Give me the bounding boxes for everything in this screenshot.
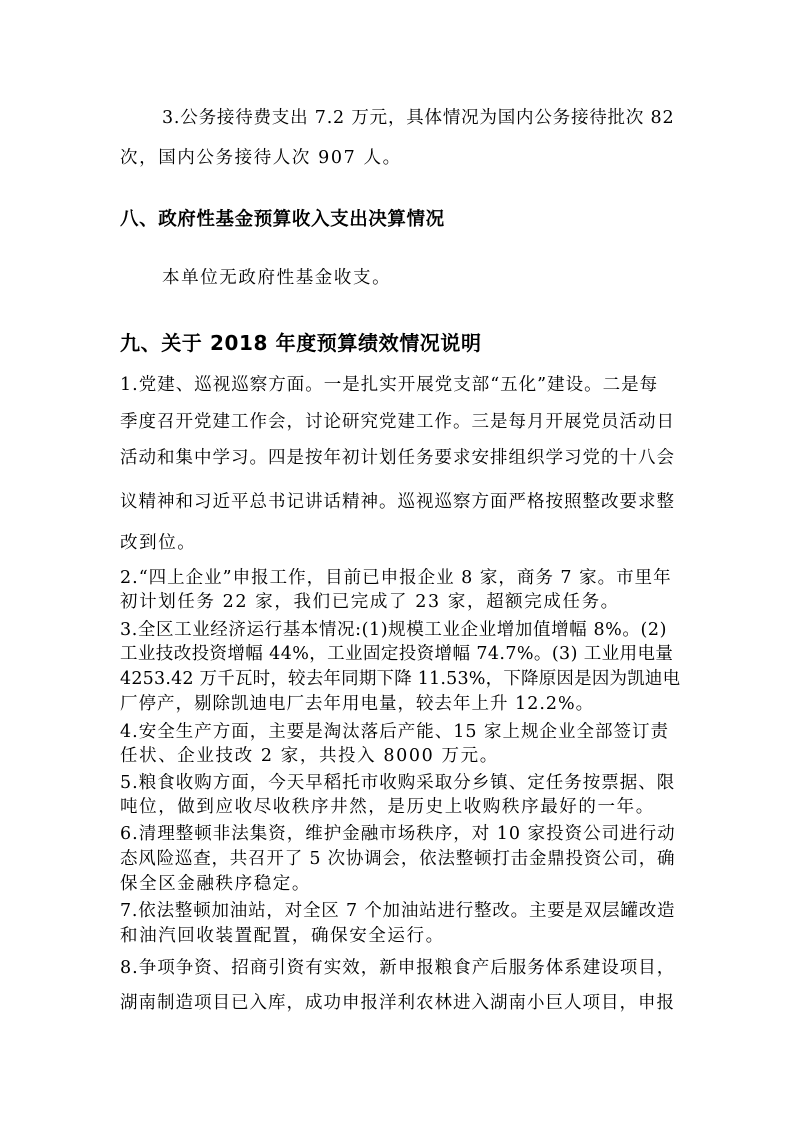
list-item-line: 吨位，做到应收尽收秩序井然，是历史上收购秩序最好的一年。 bbox=[120, 797, 655, 817]
list-item-line: 1.党建、巡视巡察方面。一是扎实开展党支部“五化”建设。二是每 bbox=[120, 375, 659, 395]
list-item-line: 议精神和习近平总书记讲话精神。巡视巡察方面严格按照整改要求整 bbox=[120, 492, 675, 512]
list-item-line: 和油汽回收装置配置，确保安全运行。 bbox=[120, 926, 445, 946]
list-item-line: 保全区金融秩序稳定。 bbox=[120, 874, 311, 894]
paragraph-line: 3.公务接待费支出 7.2 万元，具体情况为国内公务接待批次 82 bbox=[162, 108, 675, 128]
list-item-line: 初计划任务 22 家，我们已完成了 23 家，超额完成任务。 bbox=[120, 592, 620, 612]
list-item-line: 4.安全生产方面，主要是淘汰落后产能、15 家上规企业全部签订责 bbox=[120, 722, 670, 742]
list-item-line: 3.全区工业经济运行基本情况:(1)规模工业企业增加值增幅 8%。(2) bbox=[120, 620, 668, 640]
list-item-line: 改到位。 bbox=[120, 533, 197, 553]
list-item-line: 5.粮食收购方面，今天早稻托市收购采取分乡镇、定任务按票据、限 bbox=[120, 773, 676, 793]
section-heading-8: 八、政府性基金预算收入支出决算情况 bbox=[120, 209, 445, 230]
list-item-line: 态风险巡查，共召开了 5 次协调会，依法整顿打击金鼎投资公司，确 bbox=[120, 849, 676, 869]
list-item-line: 2.“四上企业”申报工作，目前已申报企业 8 家，商务 7 家。市里年 bbox=[120, 568, 672, 588]
list-item-line: 湖南制造项目已入库，成功申报洋利农林进入湖南小巨人项目，申报 bbox=[120, 993, 675, 1013]
list-item-line: 季度召开党建工作会，讨论研究党建工作。三是每月开展党员活动日 bbox=[120, 412, 675, 432]
list-item-line: 活动和集中学习。四是按年初计划任务要求安排组织学习党的十八会 bbox=[120, 448, 675, 468]
list-item-line: 6.清理整顿非法集资，维护金融市场秩序，对 10 家投资公司进行动 bbox=[120, 824, 676, 844]
section-heading-9: 九、关于 2018 年度预算绩效情况说明 bbox=[120, 331, 482, 355]
list-item-line: 8.争项争资、招商引资有实效，新申报粮食产后服务体系建设项目， bbox=[120, 958, 676, 978]
list-item-line: 厂停产，剔除凯迪电厂去年用电量，较去年上升 12.2%。 bbox=[120, 694, 595, 714]
list-item-line: 4253.42 万千瓦时，较去年同期下降 11.53%，下降原因是因为凯迪电 bbox=[120, 669, 681, 689]
paragraph-line: 本单位无政府性基金收支。 bbox=[162, 268, 392, 288]
list-item-line: 7.依法整顿加油站，对全区 7 个加油站进行整改。主要是双层罐改造 bbox=[120, 901, 676, 921]
list-item-line: 工业技改投资增幅 44%，工业固定投资增幅 74.7%。(3) 工业用电量 bbox=[120, 644, 674, 664]
paragraph-line: 次，国内公务接待人次 907 人。 bbox=[120, 148, 402, 168]
list-item-line: 任状、企业技改 2 家，共投入 8000 万元。 bbox=[120, 746, 499, 766]
